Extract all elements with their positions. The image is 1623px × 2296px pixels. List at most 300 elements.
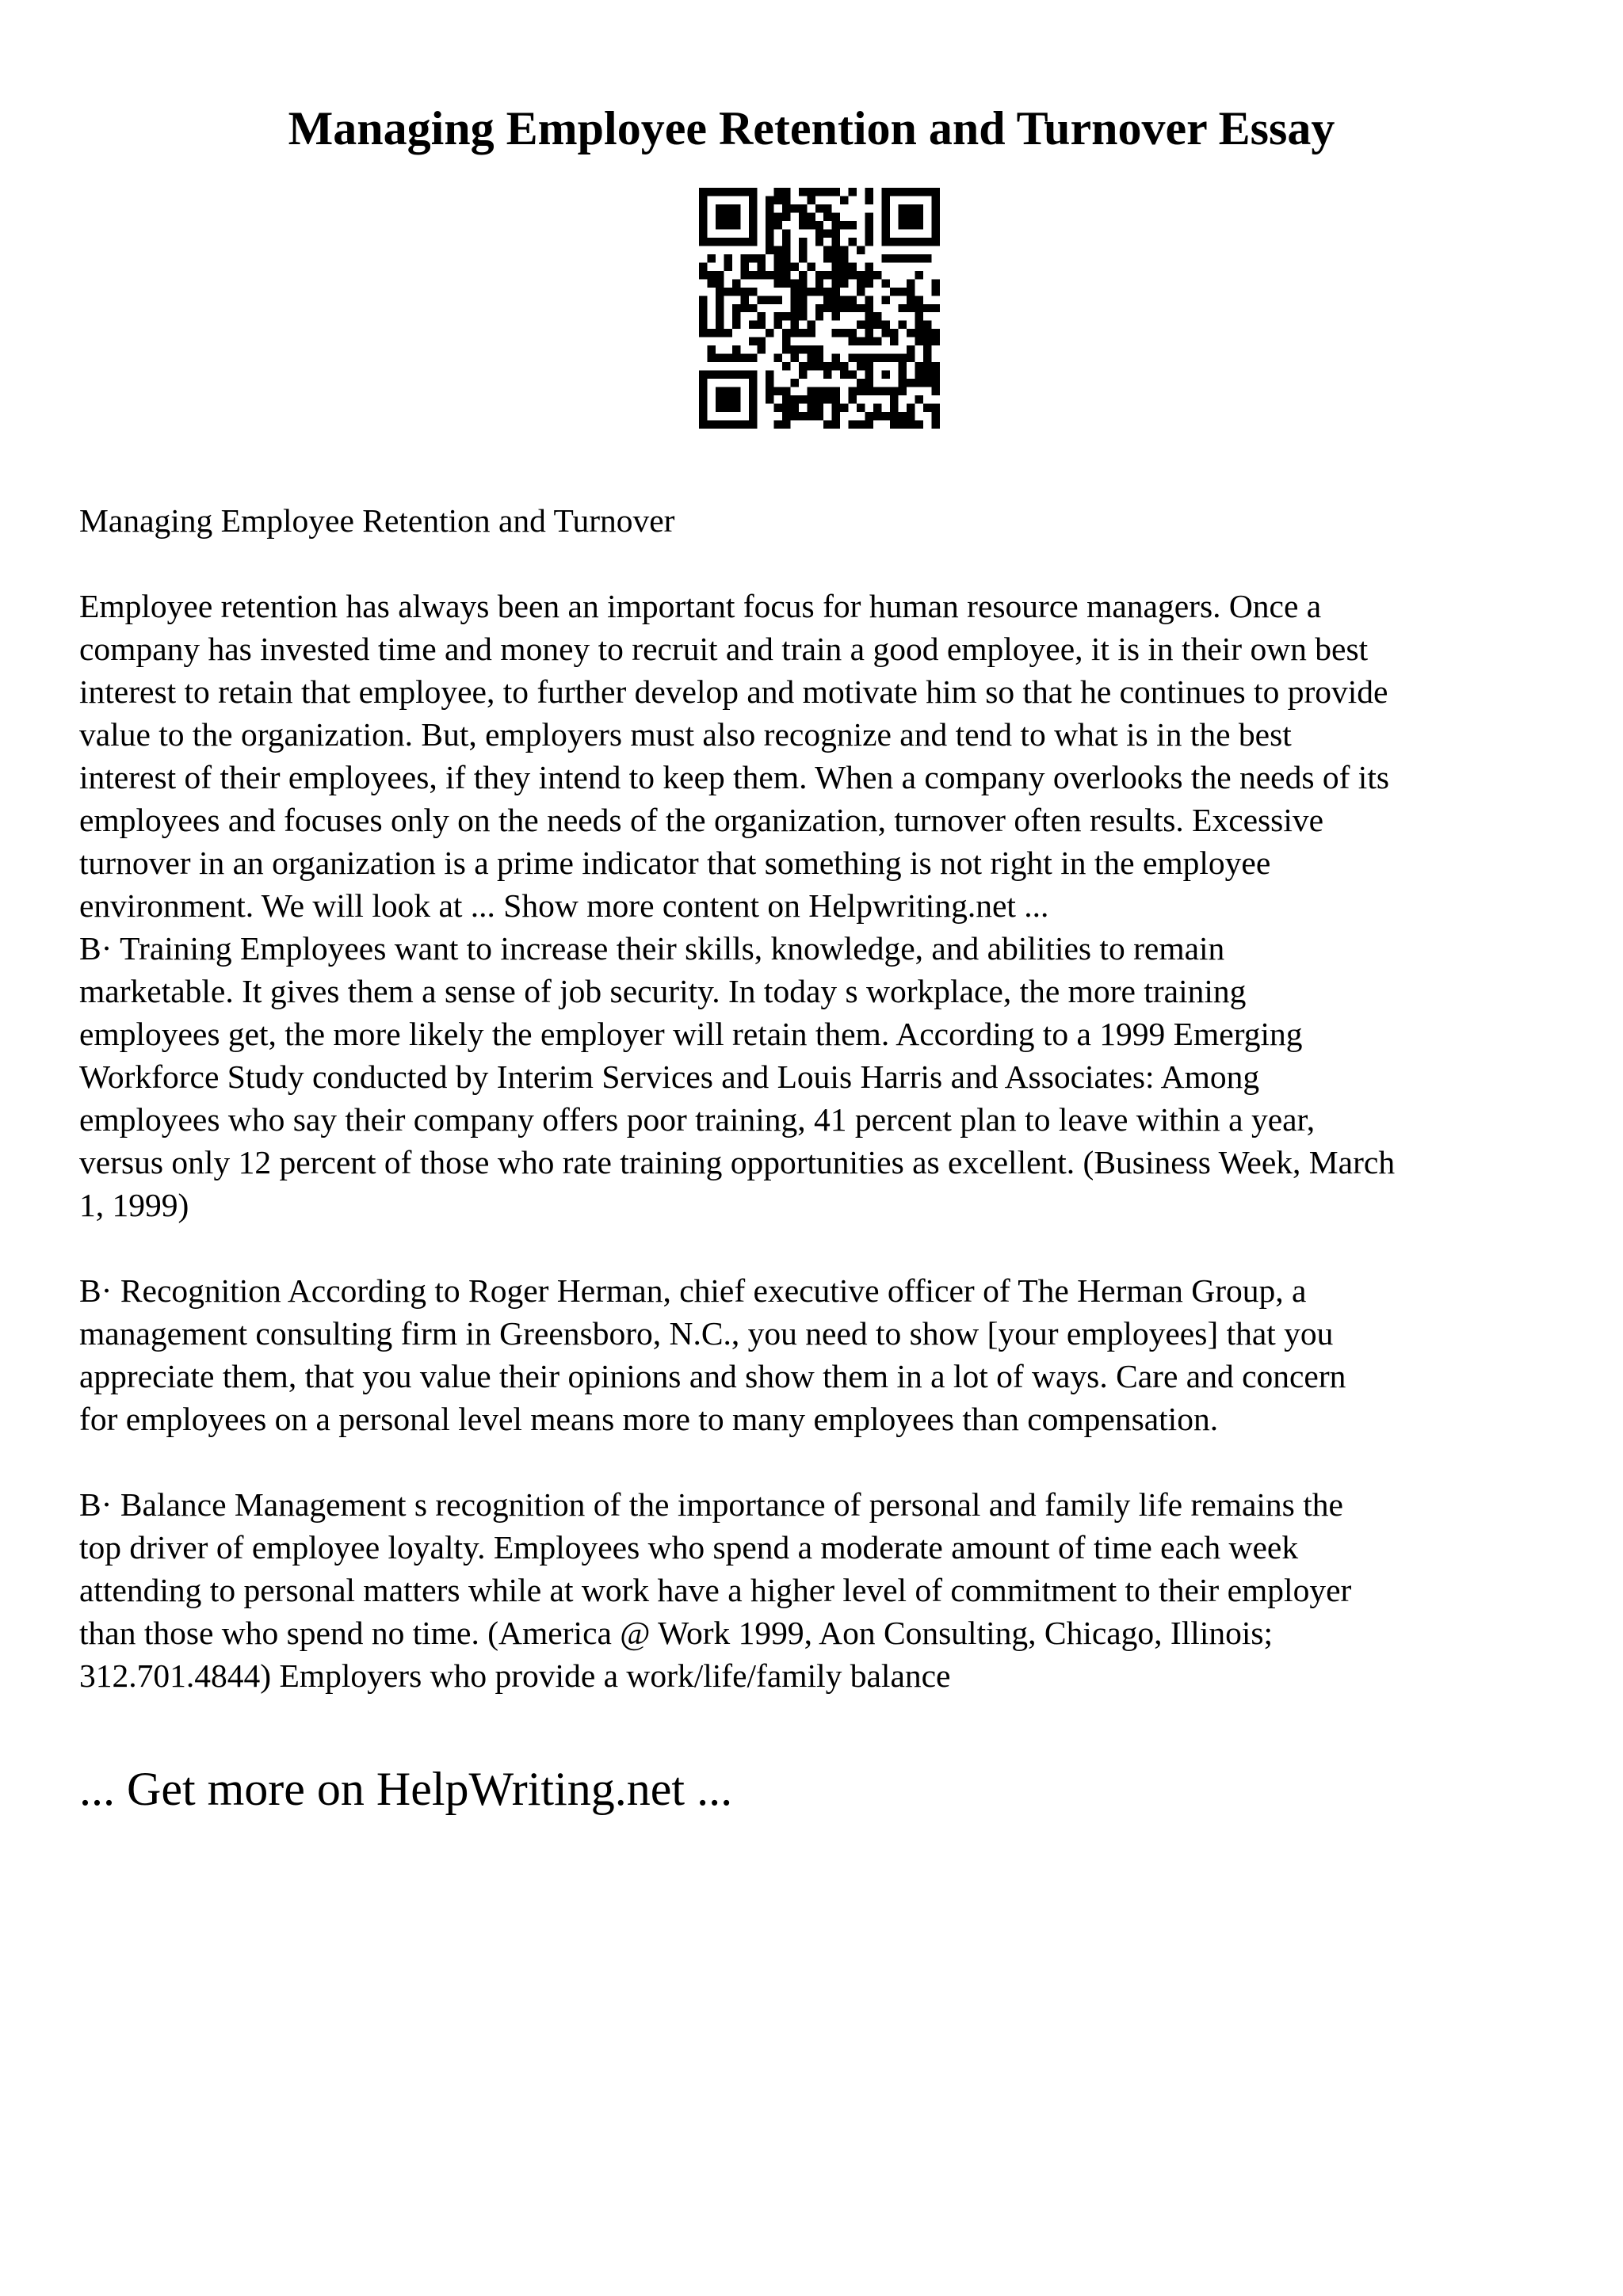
qr-module — [907, 404, 915, 412]
qr-module — [857, 279, 865, 287]
qr-module — [890, 412, 898, 420]
qr-module — [840, 329, 848, 337]
qr-module — [807, 329, 815, 337]
qr-module — [749, 404, 757, 412]
qr-module — [699, 329, 707, 337]
qr-module — [923, 254, 931, 262]
qr-module — [849, 421, 857, 429]
qr-module — [815, 279, 823, 287]
qr-module — [815, 188, 823, 196]
qr-module — [716, 421, 724, 429]
qr-module — [882, 238, 890, 246]
qr-module — [907, 296, 915, 303]
qr-module — [716, 271, 724, 279]
qr-module — [907, 288, 915, 296]
qr-module — [740, 262, 748, 270]
qr-module — [857, 321, 865, 329]
qr-module — [790, 321, 798, 329]
qr-module — [915, 296, 923, 303]
qr-module — [749, 412, 757, 420]
qr-module — [782, 362, 790, 370]
qr-module — [699, 204, 707, 212]
qr-module — [790, 262, 798, 270]
qr-module — [899, 304, 907, 312]
qr-module — [840, 296, 848, 303]
qr-module — [773, 212, 781, 220]
qr-module — [782, 338, 790, 345]
qr-module — [865, 371, 873, 379]
qr-module — [799, 238, 807, 246]
qr-module — [857, 271, 865, 279]
qr-module — [699, 229, 707, 237]
qr-module — [740, 188, 748, 196]
qr-module — [865, 304, 873, 312]
qr-module — [832, 262, 840, 270]
qr-module — [757, 338, 765, 345]
qr-module — [932, 229, 940, 237]
qr-module — [865, 312, 873, 320]
qr-module — [773, 354, 781, 362]
qr-module — [766, 204, 773, 212]
qr-module — [815, 304, 823, 312]
qr-module — [732, 188, 740, 196]
qr-module — [749, 354, 757, 362]
qr-module — [882, 329, 890, 337]
qr-module — [782, 196, 790, 204]
qr-module — [823, 421, 831, 429]
qr-module — [757, 296, 765, 303]
qr-module — [832, 404, 840, 412]
qr-module — [749, 379, 757, 387]
qr-module — [807, 188, 815, 196]
qr-module — [807, 395, 815, 403]
qr-module — [807, 221, 815, 229]
qr-module — [716, 354, 724, 362]
text-line: attending to personal matters while at work have a higher level of commitment to their employer — [79, 1572, 1352, 1608]
qr-module — [832, 246, 840, 254]
qr-module — [716, 288, 724, 296]
qr-module — [865, 412, 873, 420]
qr-module — [932, 188, 940, 196]
qr-module — [799, 304, 807, 312]
qr-module — [732, 204, 740, 212]
qr-module — [923, 371, 931, 379]
qr-module — [873, 321, 881, 329]
qr-module — [823, 188, 831, 196]
qr-module — [732, 212, 740, 220]
get-more-link[interactable]: ... Get more on HelpWriting.net ... — [79, 1763, 733, 1815]
qr-module — [707, 421, 715, 429]
qr-module — [890, 387, 898, 395]
qr-module — [865, 188, 873, 196]
qr-module — [749, 387, 757, 395]
qr-module — [899, 204, 907, 212]
qr-module — [832, 395, 840, 403]
qr-module — [873, 387, 881, 395]
qr-module — [815, 312, 823, 320]
qr-module — [807, 288, 815, 296]
qr-module — [832, 229, 840, 237]
qr-module — [865, 221, 873, 229]
qr-module — [707, 254, 715, 262]
qr-module — [782, 395, 790, 403]
qr-module — [865, 421, 873, 429]
text-line: Workforce Study conducted by Interim Services and Louis Harris and Associates: Among — [79, 1058, 1260, 1095]
qr-module — [899, 371, 907, 379]
qr-module — [740, 304, 748, 312]
qr-module — [807, 404, 815, 412]
qr-module — [923, 329, 931, 337]
qr-module — [716, 238, 724, 246]
qr-module — [899, 188, 907, 196]
qr-module — [823, 288, 831, 296]
qr-module — [757, 262, 765, 270]
qr-module — [815, 288, 823, 296]
qr-module — [799, 204, 807, 212]
qr-module — [865, 362, 873, 370]
qr-module — [840, 246, 848, 254]
qr-module — [923, 338, 931, 345]
qr-module — [782, 412, 790, 420]
qr-module — [790, 354, 798, 362]
qr-module — [749, 338, 757, 345]
qr-module — [766, 246, 773, 254]
qr-module — [724, 395, 731, 403]
qr-module — [857, 246, 865, 254]
qr-module — [865, 321, 873, 329]
qr-module — [932, 279, 940, 287]
qr-module — [724, 404, 731, 412]
qr-module — [873, 271, 881, 279]
qr-module — [857, 379, 865, 387]
text-line: Employee retention has always been an important focus for human resource managers. Once a — [79, 588, 1322, 624]
qr-module — [732, 345, 740, 353]
qr-module — [749, 229, 757, 237]
qr-module — [757, 271, 765, 279]
qr-module — [890, 338, 898, 345]
qr-module — [823, 212, 831, 220]
qr-module — [882, 254, 890, 262]
qr-module — [773, 404, 781, 412]
qr-module — [915, 421, 923, 429]
qr-module — [716, 329, 724, 337]
qr-module — [707, 345, 715, 353]
qr-module — [923, 304, 931, 312]
qr-module — [857, 387, 865, 395]
qr-module — [773, 387, 781, 395]
qr-module — [832, 354, 840, 362]
qr-module — [890, 188, 898, 196]
qr-module — [807, 354, 815, 362]
text-line: interest to retain that employee, to further develop and motivate him so that he continues to provide — [79, 673, 1388, 710]
qr-module — [932, 412, 940, 420]
qr-module — [815, 395, 823, 403]
paragraph-training — [79, 927, 1569, 1226]
qr-module — [716, 371, 724, 379]
text-line: company has invested time and money to recruit and train a good employee, it is in their own best — [79, 631, 1369, 667]
qr-module — [799, 312, 807, 320]
qr-module — [766, 271, 773, 279]
qr-module — [857, 338, 865, 345]
qr-module — [773, 296, 781, 303]
qr-module — [882, 321, 890, 329]
qr-module — [807, 212, 815, 220]
qr-module — [799, 296, 807, 303]
qr-module — [799, 221, 807, 229]
qr-module — [782, 238, 790, 246]
qr-module — [865, 229, 873, 237]
qr-module — [890, 254, 898, 262]
qr-module — [932, 212, 940, 220]
qr-module — [707, 271, 715, 279]
qr-module — [732, 304, 740, 312]
qr-module — [823, 254, 831, 262]
qr-module — [907, 412, 915, 420]
qr-module — [832, 412, 840, 420]
qr-module — [932, 238, 940, 246]
qr-module — [923, 379, 931, 387]
qr-module — [749, 288, 757, 296]
text-line: versus only 12 percent of those who rate training opportunities as excellent. (Business Week, March — [79, 1144, 1396, 1180]
qr-module — [857, 304, 865, 312]
qr-module — [782, 204, 790, 212]
text-line: interest of their employees, if they intend to keep them. When a company overlooks the needs of its — [79, 759, 1390, 795]
qr-module — [699, 296, 707, 303]
qr-module — [716, 312, 724, 320]
qr-module — [716, 304, 724, 312]
qr-module — [865, 387, 873, 395]
qr-module — [815, 354, 823, 362]
qr-module — [740, 288, 748, 296]
qr-module — [915, 204, 923, 212]
qr-module — [915, 271, 923, 279]
qr-module — [899, 221, 907, 229]
qr-module — [849, 329, 857, 337]
qr-module — [832, 279, 840, 287]
qr-module — [840, 279, 848, 287]
qr-module — [873, 412, 881, 420]
qr-module — [832, 329, 840, 337]
qr-module — [799, 371, 807, 379]
qr-module — [882, 204, 890, 212]
qr-module — [757, 321, 765, 329]
qr-module — [807, 362, 815, 370]
qr-module — [915, 212, 923, 220]
qr-module — [899, 387, 907, 395]
qr-module — [773, 246, 781, 254]
qr-module — [915, 312, 923, 320]
qr-module — [724, 212, 731, 220]
qr-module — [699, 371, 707, 379]
qr-module — [932, 329, 940, 337]
qr-module — [807, 387, 815, 395]
qr-module — [832, 188, 840, 196]
qr-module — [915, 362, 923, 370]
qr-module — [849, 304, 857, 312]
qr-module — [749, 304, 757, 312]
qr-module — [773, 262, 781, 270]
qr-module — [724, 204, 731, 212]
qr-module — [799, 254, 807, 262]
qr-module — [716, 204, 724, 212]
qr-module — [699, 238, 707, 246]
qr-module — [740, 371, 748, 379]
qr-module — [766, 296, 773, 303]
qr-module — [716, 212, 724, 220]
qr-module — [716, 221, 724, 229]
qr-module — [782, 345, 790, 353]
qr-module — [832, 238, 840, 246]
qr-module — [882, 296, 890, 303]
qr-module — [882, 387, 890, 395]
qr-module — [749, 271, 757, 279]
qr-module — [716, 296, 724, 303]
qr-module — [932, 304, 940, 312]
qr-module — [707, 188, 715, 196]
qr-module — [832, 221, 840, 229]
qr-module — [732, 312, 740, 320]
qr-module — [766, 329, 773, 337]
qr-module — [815, 387, 823, 395]
qr-module — [799, 279, 807, 287]
qr-module — [732, 421, 740, 429]
qr-module — [699, 196, 707, 204]
qr-module — [823, 304, 831, 312]
qr-module — [732, 288, 740, 296]
qr-module — [799, 329, 807, 337]
qr-module — [757, 254, 765, 262]
qr-module — [915, 221, 923, 229]
qr-module — [865, 238, 873, 246]
qr-module — [782, 421, 790, 429]
qr-module — [882, 354, 890, 362]
qr-module — [766, 371, 773, 379]
qr-module — [773, 196, 781, 204]
qr-module — [799, 412, 807, 420]
qr-module — [915, 395, 923, 403]
qr-module — [899, 321, 907, 329]
qr-module — [865, 329, 873, 337]
qr-module — [724, 354, 731, 362]
qr-module — [923, 404, 931, 412]
qr-module — [832, 312, 840, 320]
qr-module — [907, 379, 915, 387]
qr-module — [716, 188, 724, 196]
qr-module — [823, 229, 831, 237]
qr-module — [832, 421, 840, 429]
qr-module — [699, 271, 707, 279]
text-line: for employees on a personal level means more to many employees than compensation. — [79, 1401, 1219, 1437]
qr-module — [857, 362, 865, 370]
qr-module — [865, 354, 873, 362]
qr-module — [840, 404, 848, 412]
qr-module — [799, 395, 807, 403]
qr-module — [732, 395, 740, 403]
qr-module — [773, 188, 781, 196]
qr-module — [873, 338, 881, 345]
qr-module — [849, 271, 857, 279]
qr-module — [799, 288, 807, 296]
qr-module — [823, 387, 831, 395]
qr-module — [882, 196, 890, 204]
text-line: employees who say their company offers poor training, 41 percent plan to leave within a year, — [79, 1101, 1316, 1138]
qr-module — [823, 246, 831, 254]
qr-module — [832, 304, 840, 312]
qr-module — [749, 221, 757, 229]
qr-module — [882, 212, 890, 220]
text-line: 1, 1999) — [79, 1187, 189, 1223]
paragraph-balance — [79, 1483, 1569, 1697]
qr-module — [773, 421, 781, 429]
qr-module — [766, 196, 773, 204]
qr-module — [832, 362, 840, 370]
qr-module — [865, 212, 873, 220]
qr-module — [749, 321, 757, 329]
qr-module — [732, 354, 740, 362]
qr-module — [740, 271, 748, 279]
qr-module — [699, 379, 707, 387]
qr-module — [815, 362, 823, 370]
qr-module — [923, 362, 931, 370]
qr-module — [915, 329, 923, 337]
qr-module — [823, 271, 831, 279]
qr-module — [890, 238, 898, 246]
qr-module — [899, 212, 907, 220]
qr-module — [799, 246, 807, 254]
qr-module — [790, 288, 798, 296]
qr-module — [732, 279, 740, 287]
qr-module — [840, 254, 848, 262]
qr-module — [932, 404, 940, 412]
qr-module — [899, 421, 907, 429]
qr-module — [840, 362, 848, 370]
qr-module — [716, 395, 724, 403]
qr-module — [773, 312, 781, 320]
qr-module — [849, 188, 857, 196]
qr-module — [932, 204, 940, 212]
qr-module — [790, 404, 798, 412]
qr-module — [857, 354, 865, 362]
text-line: employees get, the more likely the employer will retain them. According to a 1999 Emerging — [79, 1016, 1303, 1052]
qr-module — [699, 404, 707, 412]
paragraph-intro — [79, 585, 1569, 927]
qr-module — [782, 254, 790, 262]
qr-module — [907, 354, 915, 362]
qr-module — [832, 288, 840, 296]
text-line: employees and focuses only on the needs of the organization, turnover often results. Excessive — [79, 802, 1324, 838]
qr-module — [749, 188, 757, 196]
qr-module — [699, 262, 707, 270]
qr-module — [815, 221, 823, 229]
qr-module — [773, 279, 781, 287]
qr-module — [815, 229, 823, 237]
qr-module — [890, 395, 898, 403]
qr-code-icon — [699, 188, 940, 429]
qr-module — [790, 204, 798, 212]
qr-module — [716, 404, 724, 412]
qr-module — [815, 404, 823, 412]
qr-module — [699, 395, 707, 403]
qr-module — [782, 329, 790, 337]
qr-module — [790, 329, 798, 337]
qr-module — [799, 212, 807, 220]
qr-module — [799, 271, 807, 279]
qr-module — [890, 329, 898, 337]
qr-module — [732, 221, 740, 229]
qr-module — [749, 371, 757, 379]
qr-module — [882, 279, 890, 287]
qr-module — [899, 412, 907, 420]
